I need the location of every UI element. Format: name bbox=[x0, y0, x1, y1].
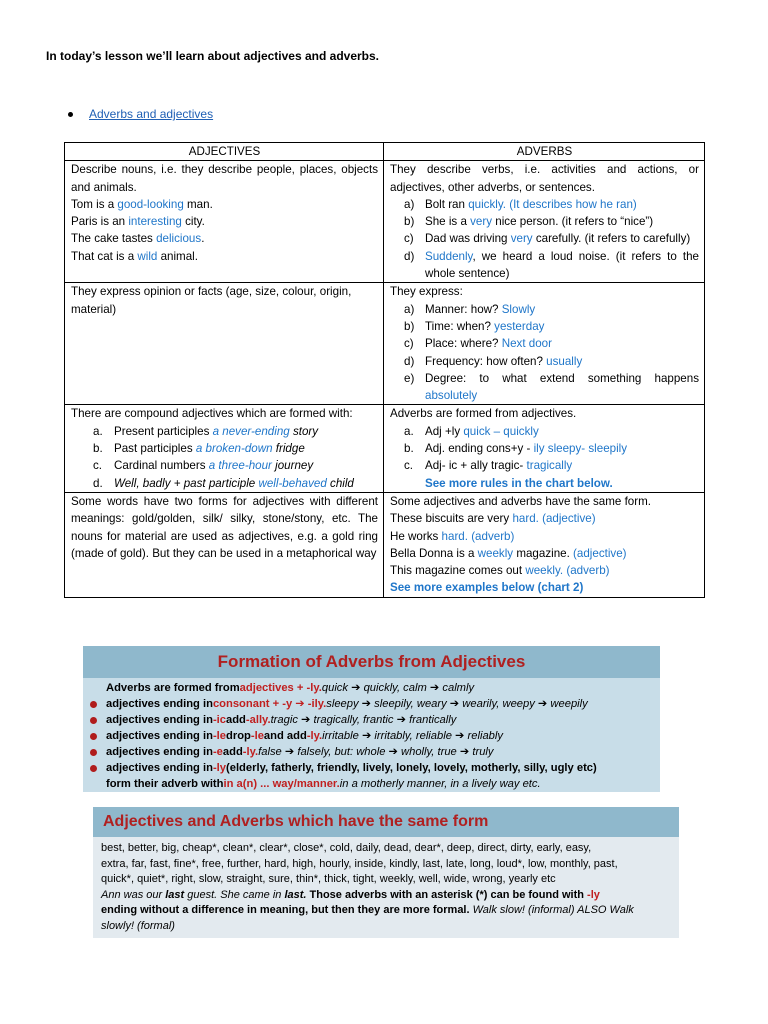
table-cell bbox=[65, 492, 384, 597]
rule-line: adjectives ending in -e add -ly. false ➔ falsely, but: whole ➔ wholly, true ➔ truly bbox=[83, 744, 660, 760]
example-list bbox=[390, 301, 699, 405]
word-list-line: quick*, quiet*, right, slow, straight, sure, thin*, thick, tight, weekly, well, wide, wrong, yearly etc bbox=[101, 873, 556, 886]
table-header-row bbox=[65, 143, 705, 161]
list-item: d) Frequency: how often? usually bbox=[404, 354, 583, 368]
example-line: These biscuits are very hard. (adjective) bbox=[390, 512, 596, 526]
cell-text: Adverbs are formed from adjectives. bbox=[390, 407, 577, 421]
formation-chart-title: Formation of Adverbs from Adjectives bbox=[217, 652, 526, 671]
bullet-item bbox=[68, 107, 213, 121]
list-item: a. Adj +ly quick – quickly bbox=[404, 424, 539, 438]
table-cell bbox=[384, 283, 705, 405]
list-item: c) Dad was driving very carefully. (it refers to carefully) bbox=[404, 232, 691, 246]
cell-text: Some adjectives and adverbs have the same form. bbox=[390, 494, 651, 508]
example-line: ending without a difference in meaning, but then they are more formal. Walk slow! (informal) ALSO Walk bbox=[101, 904, 634, 917]
formation-rules bbox=[83, 678, 660, 792]
table-cell bbox=[384, 405, 705, 492]
table-cell bbox=[65, 161, 384, 283]
rule-line: form their adverb with in a(n) ... way/manner. in a motherly manner, in a lively way etc. bbox=[106, 778, 541, 790]
example-line: Ann was our last guest. She came in last. Those adverbs with an asterisk (*) can be found with -ly bbox=[101, 888, 600, 901]
table-row bbox=[65, 492, 705, 597]
list-item: a) Manner: how? Slowly bbox=[404, 302, 536, 316]
cell-text: They express: bbox=[390, 285, 463, 299]
example-line: This magazine comes out weekly. (adverb) bbox=[390, 564, 610, 578]
word-list-line: best, better, big, cheap*, clean*, clear*, close*, cold, daily, dead, dear*, deep, direct, dirty, early, easy, bbox=[101, 842, 592, 854]
list-item: See more rules in the chart below. bbox=[425, 476, 613, 490]
example-line: The cake tastes delicious. bbox=[71, 232, 205, 246]
same-form-chart-image bbox=[93, 807, 679, 938]
example-line: slowly! (formal) bbox=[101, 919, 175, 932]
header-adverbs: ADVERBS bbox=[384, 143, 705, 161]
example-line: Tom is a good-looking man. bbox=[71, 197, 213, 211]
rule-line: adjectives ending in consonant + -y ➔ -ily. sleepy ➔ sleepily, weary ➔ wearily, weepy ➔ weepily bbox=[83, 696, 660, 712]
formation-chart-image bbox=[83, 646, 660, 792]
list-item: c) Place: where? Next door bbox=[404, 337, 552, 351]
cell-text: Describe nouns, i.e. they describe people, places, objects and animals. bbox=[71, 163, 378, 194]
list-item: b) She is a very nice person. (it refers to “nice”) bbox=[404, 215, 654, 229]
formation-chart-header bbox=[83, 646, 660, 678]
table-row bbox=[65, 283, 705, 405]
rule-line: adjectives ending in -ly (elderly, fatherly, friendly, lively, lonely, lovely, motherly, silly, ugly etc) bbox=[83, 760, 660, 776]
intro-text: In today’s lesson we’ll learn about adjectives and adverbs. bbox=[46, 49, 379, 63]
see-more-note: See more examples below (chart 2) bbox=[390, 581, 584, 595]
cell-text: They express opinion or facts (age, size, colour, origin, material) bbox=[71, 285, 352, 316]
bullet-icon bbox=[90, 717, 97, 724]
example-line: That cat is a wild animal. bbox=[71, 249, 198, 263]
list-item: e) Degree: to what extend something happens absolutely bbox=[404, 371, 699, 403]
same-form-chart-body bbox=[93, 837, 679, 935]
header-adjectives: ADJECTIVES bbox=[65, 143, 384, 161]
example-list bbox=[71, 423, 378, 492]
bullet-icon bbox=[90, 749, 97, 756]
table-row bbox=[65, 405, 705, 492]
rule-line: adjectives ending in -ic add -ally. tragic ➔ tragically, frantic ➔ frantically bbox=[83, 712, 660, 728]
bullet-icon bbox=[90, 765, 97, 772]
list-item: d) Suddenly, we heard a loud noise. (it refers to the whole sentence) bbox=[404, 249, 699, 281]
example-line: Bella Donna is a weekly magazine. (adjective) bbox=[390, 546, 627, 560]
adverbs-adjectives-link[interactable]: Adverbs and adjectives bbox=[89, 107, 214, 121]
table-cell bbox=[384, 161, 705, 283]
list-item: b. Adj. ending cons+y - ily sleepy- sleepily bbox=[404, 442, 628, 456]
rule-line: Adverbs are formed from adjectives + -ly. quick ➔ quickly, calm ➔ calmly bbox=[106, 682, 475, 694]
word-list-line: extra, far, fast, fine*, free, further, hard, high, hourly, inside, kindly, last, late, long, loud*, low, monthly, past, bbox=[101, 857, 618, 870]
table-cell bbox=[65, 405, 384, 492]
list-item: b. Past participles a broken-down fridge bbox=[93, 442, 305, 456]
example-line: He works hard. (adverb) bbox=[390, 529, 515, 543]
comparison-table bbox=[64, 142, 705, 598]
list-item: c. Cardinal numbers a three-hour journey bbox=[93, 459, 314, 473]
same-form-chart-title: Adjectives and Adverbs which have the same form bbox=[103, 813, 489, 830]
cell-text: They describe verbs, i.e. activities and actions, or adjectives, other adverbs, or sentences. bbox=[390, 163, 699, 194]
list-item: d. Well, badly + past participle well-behaved child bbox=[93, 476, 354, 490]
example-list bbox=[390, 196, 699, 282]
table-cell bbox=[65, 283, 384, 405]
same-form-chart-header bbox=[93, 807, 679, 837]
list-item: a. Present participles a never-ending story bbox=[93, 424, 319, 438]
cell-text: There are compound adjectives which are formed with: bbox=[71, 407, 353, 421]
table-row bbox=[65, 161, 705, 283]
table-cell bbox=[384, 492, 705, 597]
bullet-icon bbox=[68, 112, 73, 117]
rule-line: adjectives ending in -le drop -le and add -ly. irritable ➔ irritably, reliable ➔ reliably bbox=[83, 728, 660, 744]
list-item: c. Adj- ic + ally tragic- tragically bbox=[404, 459, 573, 473]
cell-text: Some words have two forms for adjectives with different meanings: gold/golden, silk/ silky, stone/stony, etc. The nouns for material are used as adjectives, e.g. a gold ring (made of gold). But they can be used in a metaphorical way bbox=[71, 494, 378, 560]
list-item: a) Bolt ran quickly. (It describes how he ran) bbox=[404, 197, 637, 211]
example-line: Paris is an interesting city. bbox=[71, 215, 205, 229]
example-list bbox=[390, 423, 699, 492]
bullet-icon bbox=[90, 701, 97, 708]
bullet-icon bbox=[90, 733, 97, 740]
list-item: b) Time: when? yesterday bbox=[404, 319, 545, 333]
